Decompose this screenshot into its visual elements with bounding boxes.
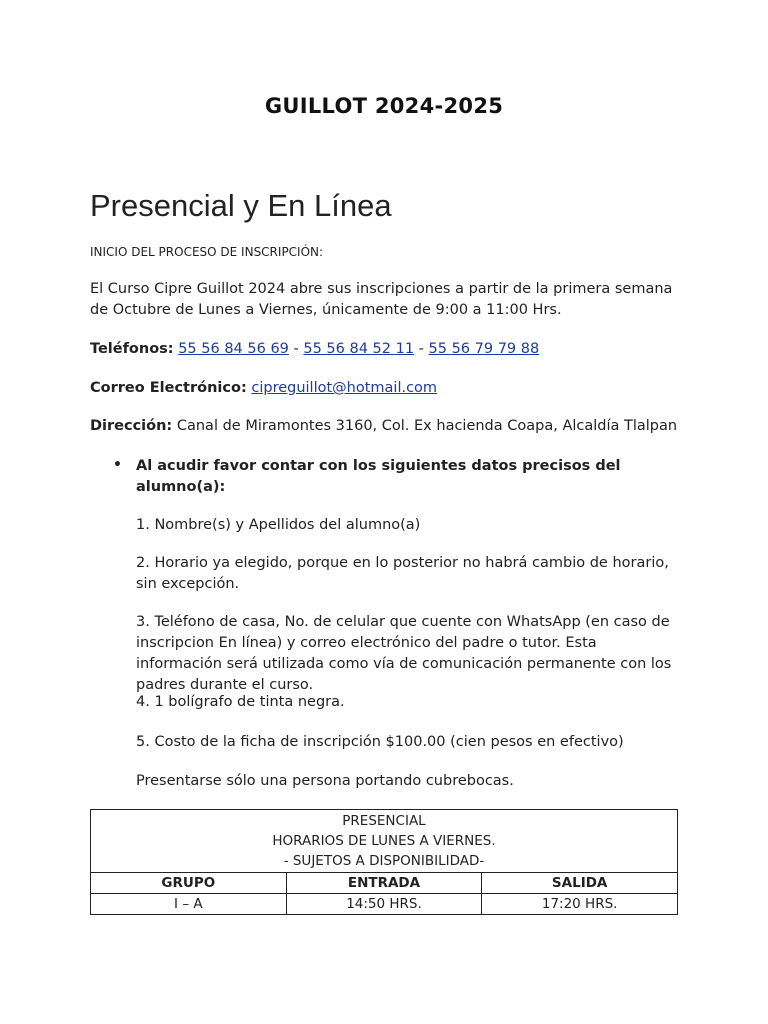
email-label: Correo Electrónico: xyxy=(90,380,247,396)
schedule-availability: - SUJETOS A DISPONIBILIDAD- xyxy=(283,853,485,869)
schedule-header-row xyxy=(91,810,678,873)
schedule-table xyxy=(90,809,678,915)
address-line xyxy=(90,416,690,437)
intro-caption: INICIO DEL PROCESO DE INSCRIPCIÓN: xyxy=(90,245,324,259)
cell-grupo: I – A xyxy=(91,894,287,915)
phone-link-3[interactable]: 55 56 79 79 88 xyxy=(428,341,540,357)
intro-paragraph: El Curso Cipre Guillot 2024 abre sus inscripciones a partir de la primera semana de Octubre de Lunes a Viernes, únicamente de 9:00 a 11:00 Hrs. xyxy=(90,281,673,318)
requirement-item-1: 1. Nombre(s) y Apellidos del alumno(a) xyxy=(136,517,421,533)
cell-entrada: 14:50 HRS. xyxy=(286,894,482,915)
address-label: Dirección: xyxy=(90,418,173,434)
phones-line xyxy=(90,339,690,360)
closing-note: Presentarse sólo una persona portando cubrebocas. xyxy=(136,773,514,789)
phone-separator: - xyxy=(288,341,304,357)
requirement-item-4: 4. 1 bolígrafo de tinta negra. xyxy=(136,694,345,710)
phone-link-2[interactable]: 55 56 84 52 11 xyxy=(303,341,415,357)
table-row xyxy=(91,894,678,915)
bullet-text: Al acudir favor contar con los siguientes datos precisos del alumno(a): xyxy=(136,458,621,495)
phones-label: Teléfonos: xyxy=(90,341,174,357)
schedule-days: HORARIOS DE LUNES A VIERNES. xyxy=(272,833,496,849)
requirement-item-5: 5. Costo de la ficha de inscripción $100.00 (cien pesos en efectivo) xyxy=(136,734,624,750)
address-value: Canal de Miramontes 3160, Col. Ex hacienda Coapa, Alcaldía Tlalpan xyxy=(176,418,678,434)
column-header-salida: SALIDA xyxy=(482,873,678,894)
email-link[interactable]: cipreguillot@hotmail.com xyxy=(251,380,438,396)
phone-link-1[interactable]: 55 56 84 56 69 xyxy=(178,341,289,357)
document-title: GUILLOT 2024-2025 xyxy=(264,94,504,118)
schedule-header-cell xyxy=(91,810,678,873)
section-heading: Presencial y En Línea xyxy=(90,188,392,223)
phone-separator: - xyxy=(414,341,429,357)
schedule-column-headers xyxy=(91,873,678,894)
column-header-entrada: ENTRADA xyxy=(286,873,482,894)
requirement-item-2: 2. Horario ya elegido, porque en lo posterior no habrá cambio de horario, sin excepción. xyxy=(136,555,669,592)
schedule-mode: PRESENCIAL xyxy=(342,813,426,829)
requirement-item-3: 3. Teléfono de casa, No. de celular que cuente con WhatsApp (en caso de inscripcion En línea) y correo electrónico del padre o tutor. Esta información será utilizada como vía de comunicación permanente con los padres durante el curso. xyxy=(136,614,672,693)
cell-salida: 17:20 HRS. xyxy=(482,894,678,915)
bullet-marker: • xyxy=(113,457,122,473)
column-header-grupo: GRUPO xyxy=(91,873,287,894)
email-line xyxy=(90,378,690,399)
